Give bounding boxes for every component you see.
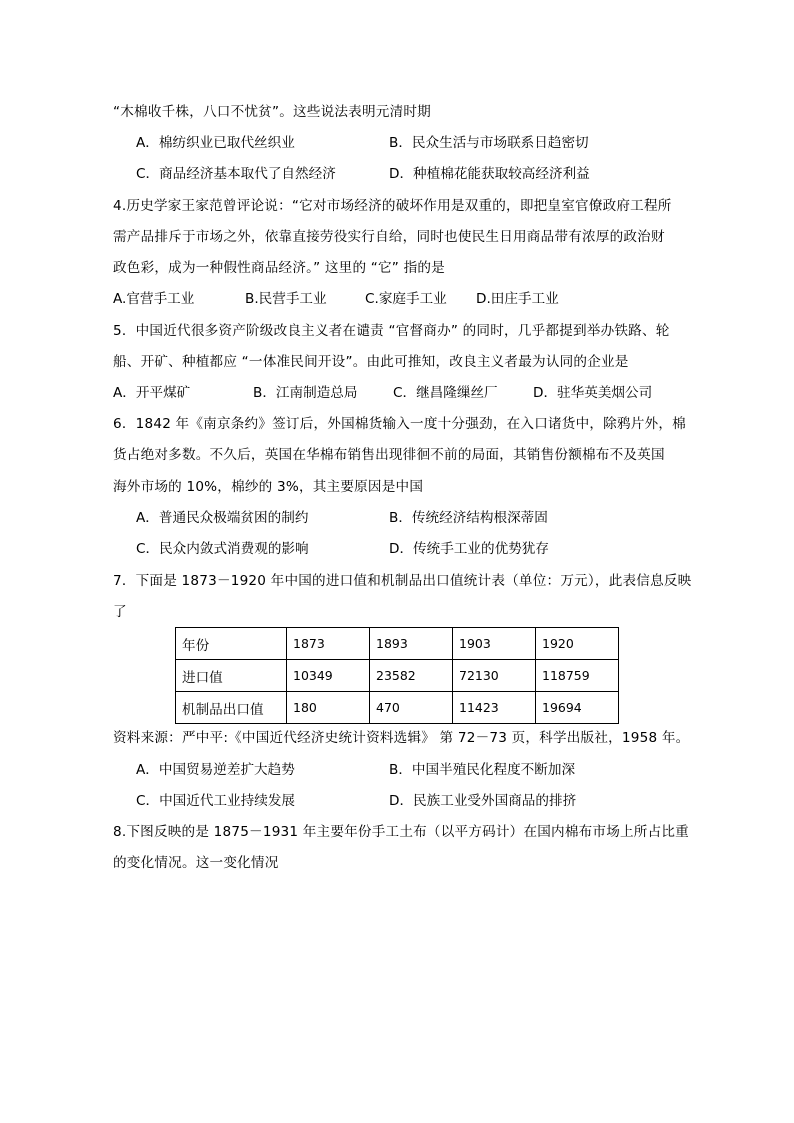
table-header-cell: 年份 <box>176 628 287 660</box>
table-header-cell: 1893 <box>370 628 453 660</box>
q7-option-c[interactable]: C．中国近代工业持续发展 <box>136 793 296 809</box>
q5-option-b[interactable]: B．江南制造总局 <box>253 385 358 401</box>
table-cell: 进口值 <box>176 660 287 692</box>
table-cell: 118759 <box>536 660 619 692</box>
q4-option-b[interactable]: B.民营手工业 <box>245 291 327 307</box>
q6-stem-line-3: 海外市场的 10%，棉纱的 3%，其主要原因是中国 <box>113 479 424 495</box>
q5-stem-line-2: 船、开矿、种植都应 “一体准民间开设”。由此可推知，改良主义者最为认同的企业是 <box>113 354 629 370</box>
q7-option-d[interactable]: D．民族工业受外国商品的排挤 <box>389 793 577 809</box>
q4-option-a[interactable]: A.官营手工业 <box>113 291 195 307</box>
q7-stem-line-1: 7．下面是 1873－1920 年中国的进口值和机制品出口值统计表（单位：万元），此表信息反映 <box>113 573 692 589</box>
table-header-cell: 1873 <box>287 628 370 660</box>
table-header-cell: 1903 <box>453 628 536 660</box>
table-cell: 72130 <box>453 660 536 692</box>
q4-option-d[interactable]: D.田庄手工业 <box>476 291 559 307</box>
q3-option-d[interactable]: D．种植棉花能获取较高经济利益 <box>389 166 590 182</box>
q4-stem-line-1: 4.历史学家王家范曾评论说：“它对市场经济的破坏作用是双重的，即把皇室官僚政府工程所 <box>113 198 672 214</box>
q7-data-source: 资料来源：严中平:《中国近代经济史统计资料选辑》 第 72－73 页，科学出版社，1958 年。 <box>113 730 690 746</box>
q6-stem-line-2: 货占绝对多数。不久后，英国在华棉布销售出现徘徊不前的局面，其销售份额棉布不及英国 <box>113 447 665 463</box>
q6-option-b[interactable]: B．传统经济结构根深蒂固 <box>389 510 548 526</box>
import-export-table <box>175 627 619 724</box>
q8-stem-line-2: 的变化情况。这一变化情况 <box>113 855 279 871</box>
table-cell: 19694 <box>536 692 619 724</box>
q6-option-d[interactable]: D．传统手工业的优势犹存 <box>389 541 549 557</box>
q4-stem-line-3: 政色彩，成为一种假性商品经济。” 这里的 “它” 指的是 <box>113 260 445 276</box>
q7-option-b[interactable]: B．中国半殖民化程度不断加深 <box>389 762 576 778</box>
table-cell: 23582 <box>370 660 453 692</box>
q4-option-c[interactable]: C.家庭手工业 <box>365 291 447 307</box>
q7-stem-line-2: 了 <box>113 604 127 620</box>
q6-option-a[interactable]: A．普通民众极端贫困的制约 <box>136 510 309 526</box>
q5-stem-line-1: 5．中国近代很多资产阶级改良主义者在谴责 “官督商办” 的同时，几乎都提到举办铁路、轮 <box>113 323 670 339</box>
q3-option-c[interactable]: C．商品经济基本取代了自然经济 <box>136 166 336 182</box>
q6-stem-line-1: 6．1842 年《南京条约》签订后，外国棉货输入一度十分强劲，在入口诸货中，除鸦片外，棉 <box>113 416 686 432</box>
q3-stem-tail: “木棉收千株，八口不忧贫”。这些说法表明元清时期 <box>113 104 431 120</box>
table-cell: 10349 <box>287 660 370 692</box>
table-row <box>176 660 619 692</box>
q5-option-c[interactable]: C．继昌隆缫丝厂 <box>393 385 498 401</box>
q6-option-c[interactable]: C．民众内敛式消费观的影响 <box>136 541 309 557</box>
q3-option-b[interactable]: B．民众生活与市场联系日趋密切 <box>389 135 589 151</box>
table-row <box>176 692 619 724</box>
table-cell: 180 <box>287 692 370 724</box>
table-cell: 机制品出口值 <box>176 692 287 724</box>
q3-option-a[interactable]: A．棉纺织业已取代丝织业 <box>136 135 295 151</box>
q8-stem-line-1: 8.下图反映的是 1875－1931 年主要年份手工土布（以平方码计）在国内棉布市场上所占比重 <box>113 824 689 840</box>
table-cell: 11423 <box>453 692 536 724</box>
table-header-cell: 1920 <box>536 628 619 660</box>
q5-option-d[interactable]: D．驻华英美烟公司 <box>533 385 653 401</box>
q5-option-a[interactable]: A．开平煤矿 <box>113 385 191 401</box>
table-cell: 470 <box>370 692 453 724</box>
table-header-row <box>176 628 619 660</box>
q7-option-a[interactable]: A．中国贸易逆差扩大趋势 <box>136 762 295 778</box>
q4-stem-line-2: 需产品排斥于市场之外，依靠直接劳役实行自给，同时也使民生日用商品带有浓厚的政治财 <box>113 229 665 245</box>
